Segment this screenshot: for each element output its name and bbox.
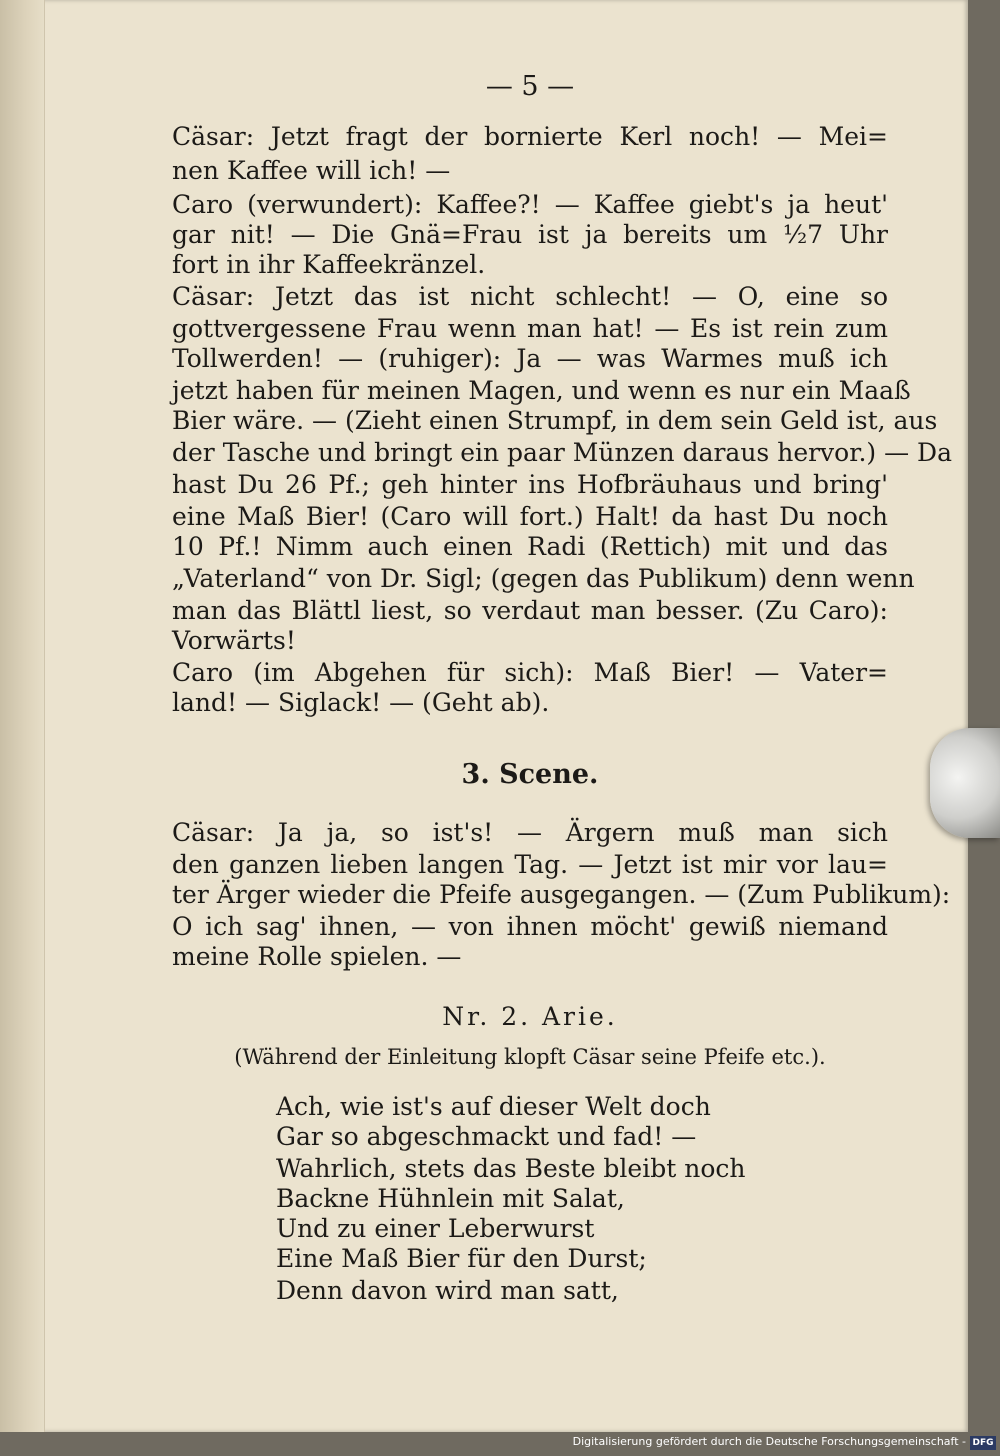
text-line: Caro (im Abgehen für sich): Maß Bier! — Vater= [172, 658, 888, 687]
text-line: jetzt haben für meinen Magen, und wenn es nur ein Maaß [172, 376, 911, 405]
text-line: fort in ihr Kaffeekränzel. [172, 250, 486, 279]
aria-heading: Nr. 2. Arie. [442, 1002, 618, 1031]
text-line: Caro (verwundert): Kaffee?! — Kaffee giebt's ja heut' [172, 190, 888, 219]
verse-line: Wahrlich, stets das Beste bleibt noch [276, 1154, 746, 1183]
text-line: Vorwärts! [172, 626, 296, 655]
text-line: Cäsar: Jetzt fragt der bornierte Kerl noch! — Mei= [172, 122, 888, 151]
footer-credit: Digitalisierung gefördert durch die Deutsche Forschungsgemeinschaft - [572, 1435, 966, 1448]
text-line: hast Du 26 Pf.; geh hinter ins Hofbräuhaus und bring' [172, 470, 888, 499]
text-line: Cäsar: Ja ja, so ist's! — Ärgern muß man sich [172, 818, 888, 847]
text-line: O ich sag' ihnen, — von ihnen möcht' gewiß niemand [172, 912, 888, 941]
page-number: — 5 — [485, 71, 575, 102]
text-line: der Tasche und bringt ein paar Münzen daraus hervor.) — Da [172, 438, 952, 467]
text-line: man das Blättl liest, so verdaut man besser. (Zu Caro): [172, 596, 888, 625]
verse-line: Ach, wie ist's auf dieser Welt doch [276, 1092, 711, 1121]
text-line: ter Ärger wieder die Pfeife ausgegangen. — (Zum Publikum): [172, 880, 951, 909]
text-line: den ganzen lieben langen Tag. — Jetzt ist mir vor lau= [172, 850, 888, 879]
scene-heading: 3. Scene. [461, 759, 599, 790]
text-line: eine Maß Bier! (Caro will fort.) Halt! da hast Du noch [172, 502, 888, 531]
text-line: Tollwerden! — (ruhiger): Ja — was Warmes muß ich [172, 344, 888, 373]
text-line: meine Rolle spielen. — [172, 942, 462, 971]
aria-stage-direction: (Während der Einleitung klopft Cäsar seine Pfeife etc.). [234, 1045, 826, 1069]
verse-line: Denn davon wird man satt, [276, 1276, 619, 1305]
verse-line: Backne Hühnlein mit Salat, [276, 1184, 625, 1213]
text-line: gar nit! — Die Gnä=Frau ist ja bereits um ½7 Uhr [172, 220, 888, 249]
verse-line: Und zu einer Leberwurst [276, 1214, 595, 1243]
verse-line: Eine Maß Bier für den Durst; [276, 1244, 647, 1273]
verse-line: Gar so abgeschmackt und fad! — [276, 1122, 697, 1151]
text-line: nen Kaffee will ich! — [172, 156, 451, 185]
dfg-logo: DFG [970, 1436, 996, 1450]
text-line: „Vaterland“ von Dr. Sigl; (gegen das Publikum) denn wenn [172, 564, 915, 593]
page-gutter [0, 0, 45, 1432]
scanner-thumb [930, 728, 1000, 838]
text-line: land! — Siglack! — (Geht ab). [172, 688, 550, 717]
text-line: 10 Pf.! Nimm auch einen Radi (Rettich) mit und das [172, 532, 888, 561]
text-line: Cäsar: Jetzt das ist nicht schlecht! — O, eine so [172, 282, 888, 311]
text-line: gottvergessene Frau wenn man hat! — Es ist rein zum [172, 314, 888, 343]
text-line: Bier wäre. — (Zieht einen Strumpf, in dem sein Geld ist, aus [172, 406, 938, 435]
